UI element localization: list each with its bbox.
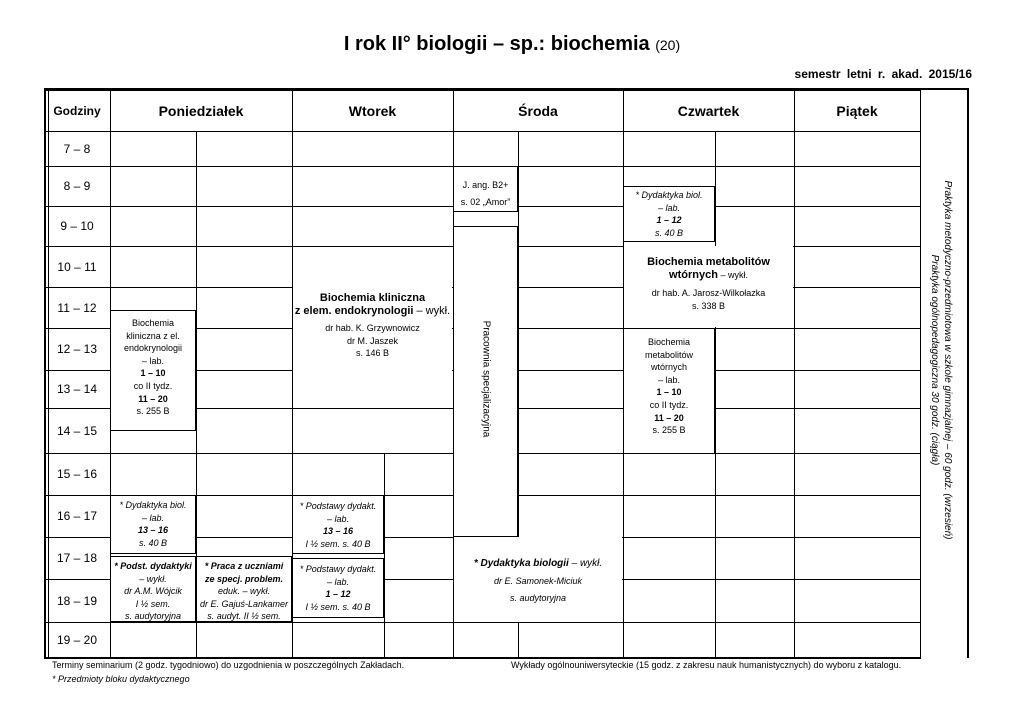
footer-asterisk-note: * Przedmioty bloku dydaktycznego — [52, 674, 190, 684]
side-note-line1: Praktyka metodyczno-przedmiotowa w szkole gimnazjalnej – 60 godz. (wrzesień) — [942, 180, 953, 540]
column-line — [967, 88, 969, 658]
side-practice-note — [928, 0, 954, 724]
mon-lab-l4: – lab. — [141, 355, 165, 366]
tue-lecture-line3: dr hab. K. Grzywnowicz — [325, 323, 420, 333]
thu-lab-l4: – lab. — [657, 374, 681, 385]
mon-dydaktyka-lab — [110, 499, 196, 549]
tue-biochem-lecture — [293, 292, 452, 360]
thu-lab-l6: co II tydz. — [649, 399, 689, 410]
mon-podst-l5: s. audytoryjna — [124, 611, 182, 622]
tue-p1-l3: 13 – 16 — [322, 526, 354, 537]
thu-dyd-l4: s. 40 B — [654, 227, 683, 238]
thu-dyd-l2: – lab. — [657, 202, 681, 213]
thu-dyd-l1: * Dydaktyka biol. — [635, 190, 703, 200]
tue-p2-l2: – lab. — [326, 576, 350, 587]
mon-lab-l3: endokrynologii — [123, 343, 183, 354]
mon-podst-l4: I ½ sem. — [135, 598, 171, 609]
wed-lecture-line1 — [454, 557, 622, 570]
tue-p1-l1: * Podstawy dydakt. — [299, 501, 377, 511]
wed-lecture-line1a: * Dydaktyka biologii — [473, 558, 569, 569]
tue-lecture-line1: Biochemia kliniczna — [319, 292, 426, 304]
tue-lecture-line4: dr M. Jaszek — [346, 335, 398, 346]
tue-p2-l1: * Podstawy dydakt. — [299, 564, 377, 574]
thu-lecture-line2 — [624, 269, 793, 282]
semester-label: semestr letni r. akad. 2015/16 — [794, 67, 972, 81]
header-hours: Godziny — [53, 103, 101, 118]
thu-lab-l7: 11 – 20 — [654, 412, 684, 423]
mon-dyd-l3: 13 – 16 — [137, 525, 169, 536]
tue-lecture-line2 — [293, 305, 452, 318]
mon-podst-l2: – wykł. — [139, 573, 167, 584]
wed-pracownia-label: Pracownia specjalizacyjna — [480, 320, 492, 438]
group-count: (20) — [655, 37, 681, 53]
wed-lecture-line2: dr E. Samonek-Miciuk — [493, 576, 583, 586]
mon-praca — [196, 560, 292, 623]
wed-english-line2: s. 02 „Amor” — [460, 196, 511, 207]
thu-lecture-line2a: wtórnych — [669, 269, 718, 281]
header-thursday: Czwartek — [677, 102, 740, 119]
hour-label: 15 – 16 — [56, 467, 98, 481]
mon-podst-l1: * Podst. dydaktyki — [114, 561, 192, 571]
tue-podstawy-1 — [292, 500, 384, 550]
thu-lab-l5: 1 – 10 — [656, 387, 682, 398]
wed-english — [453, 179, 518, 208]
tue-lecture-line5: s. 146 B — [355, 348, 390, 359]
tue-p1-l2: – lab. — [326, 513, 350, 524]
hour-label: 10 – 11 — [57, 259, 97, 274]
hour-label: 9 – 10 — [60, 219, 94, 233]
mon-lab-l5: 1 – 10 — [140, 368, 166, 379]
header-friday: Piątek — [836, 102, 878, 119]
thu-lecture-line1: Biochemia metabolitów — [647, 256, 770, 268]
page-title — [0, 33, 1024, 56]
hour-label: 13 – 14 — [56, 382, 98, 396]
thu-inner-line — [715, 131, 716, 657]
hour-label: 18 – 19 — [56, 593, 98, 608]
title-text: I rok II° biologii – sp.: biochemia — [343, 33, 650, 55]
thu-lecture-line2b: – wykł. — [717, 270, 748, 280]
thu-lab-l8: s. 255 B — [652, 425, 686, 436]
header-tuesday: Wtorek — [348, 102, 397, 119]
tue-lecture-line2a: z elem. endokrynologii — [294, 305, 414, 317]
mon-lab-l8: s. 255 B — [136, 406, 170, 417]
header-monday: Poniedziałek — [158, 102, 244, 119]
hour-label: 12 – 13 — [56, 342, 98, 356]
thu-metabolity-lab — [623, 336, 715, 437]
tue-lecture-line2b: – wykł. — [413, 305, 451, 317]
wed-english-line1: J. ang. B2+ — [462, 180, 509, 190]
footer-lectures-note: Wykłady ogólnouniwersyteckie (15 godz. z zakresu nauk humanistycznych) do wyboru z katalogu. — [511, 660, 902, 670]
mon-lab-l7: 11 – 20 — [138, 393, 168, 404]
row-line — [44, 131, 921, 132]
mon-podst-dydaktyki — [110, 560, 196, 623]
tue-p2-l3: 1 – 12 — [325, 589, 351, 600]
thu-lecture-line3: dr hab. A. Jarosz-Wilkołazka — [651, 288, 766, 298]
thu-dyd-l3: 1 – 12 — [656, 215, 682, 226]
wed-lecture-line1b: – wykł. — [568, 558, 603, 569]
mon-lab-l2: kliniczna z el. — [126, 330, 180, 341]
hour-label: 11 – 12 — [57, 300, 97, 315]
mon-dyd-l2: – lab. — [141, 512, 165, 523]
mon-praca-l5: s. audyt. II ½ sem. — [207, 611, 281, 622]
thu-lab-l3: wtórnych — [650, 362, 687, 373]
mon-dyd-l4: s. 40 B — [138, 537, 167, 548]
mon-lab-l6: co II tydz. — [133, 380, 173, 391]
wed-dydaktyka-lecture — [454, 557, 622, 604]
mon-lab-l1: Biochemia — [131, 318, 175, 328]
mon-biochem-lab — [110, 317, 196, 418]
header-wednesday: Środa — [518, 102, 558, 119]
thu-dydaktyka-lab — [623, 189, 715, 239]
hour-label: 8 – 9 — [63, 179, 91, 193]
hour-label: 7 – 8 — [63, 141, 91, 156]
tue-podstawy-2 — [292, 563, 384, 613]
thu-lab-l1: Biochemia — [647, 337, 691, 347]
mon-podst-l3: dr A.M. Wójcik — [124, 586, 182, 597]
column-line — [920, 88, 921, 658]
wed-lecture-line3: s. audytoryjna — [509, 592, 567, 603]
footer-seminar-note: Terminy seminarium (2 godz. tygodniowo) do uzgodnienia w poszczególnych Zakładach. — [52, 660, 405, 670]
hour-label: 19 – 20 — [56, 632, 98, 647]
thu-metabolity-lecture — [624, 256, 793, 312]
mon-praca-l1: * Praca z uczniami — [204, 561, 284, 571]
tue-p2-l4: I ½ sem. s. 40 B — [305, 601, 371, 612]
tue-inner-line — [384, 453, 385, 657]
hour-label: 16 – 17 — [56, 509, 98, 523]
row-line — [44, 657, 921, 659]
thu-lecture-line4: s. 338 B — [691, 300, 726, 311]
tue-p1-l4: I ½ sem. s. 40 B — [305, 538, 371, 549]
mon-praca-l2: ze specj. problem. — [204, 573, 284, 584]
mon-praca-l4: dr E. Gajuś-Lankamer — [199, 598, 289, 609]
column-line — [794, 88, 795, 658]
mon-dyd-l1: * Dydaktyka biol. — [119, 500, 187, 510]
mon-praca-l3: eduk. – wykł. — [217, 586, 271, 597]
side-note-line2: Praktyka ogólnopedagogiczna 30 godz. (ciągła) — [929, 254, 940, 466]
thu-lab-l2: metabolitów — [644, 349, 694, 360]
hour-label: 17 – 18 — [56, 551, 98, 565]
hour-label: 14 – 15 — [56, 423, 98, 438]
